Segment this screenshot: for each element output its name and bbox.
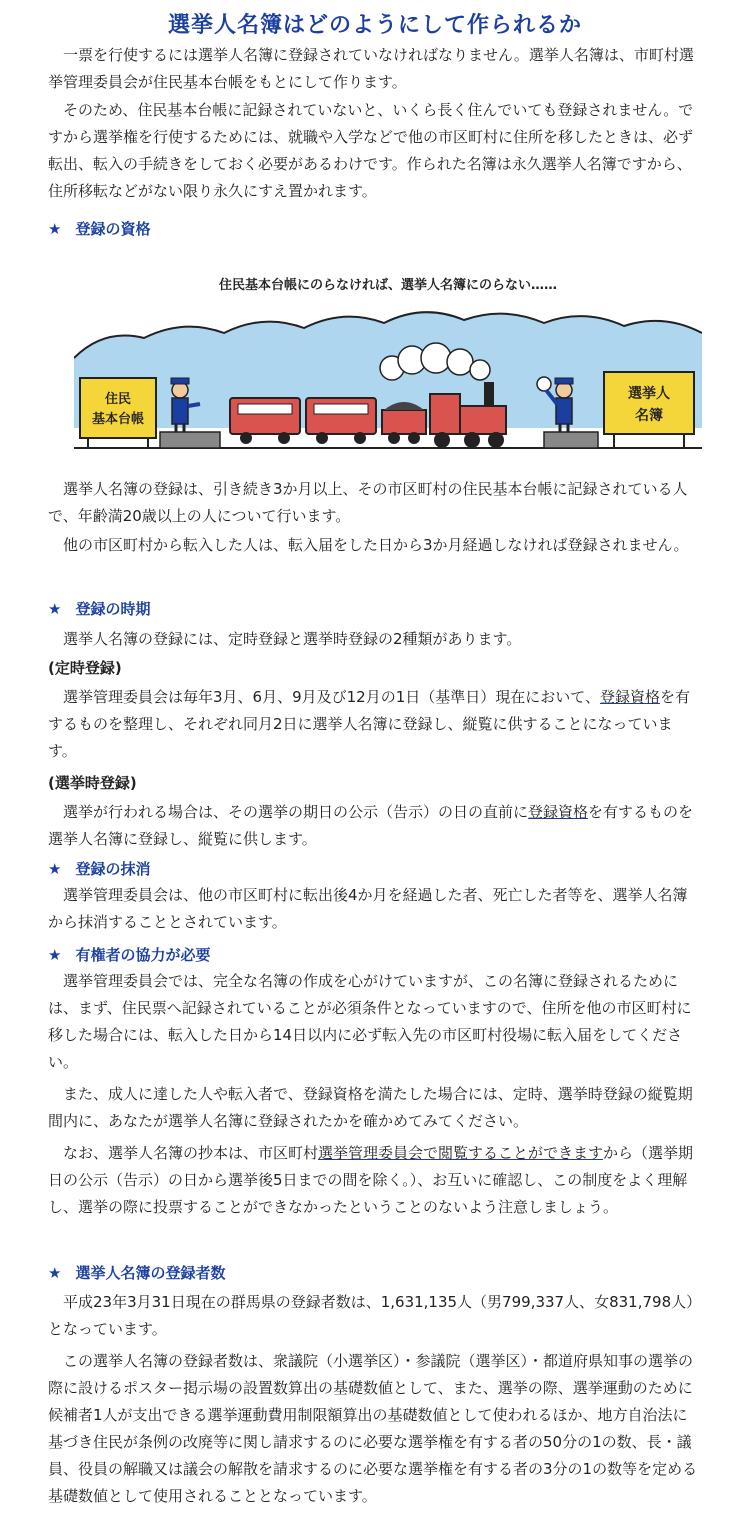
count-paragraph-1: 平成23年3月31日現在の群馬県の登録者数は、1,631,135人（男799,337人、女831,798人）となっています。 [48, 1293, 694, 1338]
cooperation-paragraph-2: また、成人に達した人や転入者で、登録資格を満たした場合には、定時、選挙時登録の縦覧期間内に、あなたが選挙人名簿に登録されたかを確かめてみてください。 [48, 1085, 693, 1130]
coal-tender [382, 402, 426, 444]
sign-right-line2: 名簿 [635, 408, 663, 424]
cooperation-paragraph-1: 選挙管理委員会では、完全な名簿の作成を心がけていますが、この名簿に登録されるためには、まず、住民票へ記録されていることが必須条件となっていますので、住所を他の市区町村に移した場合には、転入した日から14日以内に必ず転入先の市区町村役場に転入届をしてください。 [48, 972, 692, 1071]
heading-qualification [48, 218, 150, 239]
regular-registration-label: (定時登録) [48, 659, 122, 677]
timing-intro: 選挙人名簿の登録には、定時登録と選挙時登録の2種類があります。 [63, 630, 522, 648]
sign-left [80, 378, 156, 448]
election-qualification-link[interactable]: 登録資格 [528, 803, 589, 821]
star-icon: ★ [48, 600, 62, 618]
platform-right [544, 432, 598, 448]
illustration [74, 262, 702, 462]
train-car-2 [306, 398, 376, 444]
qualification-paragraph-2: 他の市区町村から転入した人は、転入届をした日から3か月経過しなければ登録されません。 [63, 536, 689, 554]
heading-timing-label: 登録の時期 [75, 600, 151, 618]
sign-right-line1: 選挙人 [628, 386, 670, 402]
platform-left [160, 432, 220, 448]
regular-qualification-link[interactable]: 登録資格 [599, 688, 660, 706]
cooperation-p3-text-b: から（選挙期日の公示（告示）の日から選挙後5日までの間を除く。）、お互いに確認し、この制度をよく理解し、選挙の際に投票することができなかったということのないよう注意しましょう。 [48, 1144, 694, 1216]
count-paragraph-2: この選挙人名簿の登録者数は、衆議院（小選挙区）・参議院（選挙区）・都道府県知事の選挙の際に設けるポスター掲示場の設置数算出の基礎数値として、また、選挙の際、選挙運動のために候補者1人が支出できる選挙運動費用制限額算出の基礎数値として使われるほか、地方自治法に基づき住民が条例の改廃等に関し請求するのに必要な選挙権を有する者の50分の1の数、長・議員、役員の解職又は議会の解散を請求するのに必要な選挙権を有する者の3分の1の数等を定める基礎数値として使用されることとなっています。 [48, 1352, 698, 1505]
sign-right [604, 372, 694, 448]
intro-paragraph-2: そのため、住民基本台帳に記録されていないと、いくら長く住んでいても登録されません。ですから選挙権を行使するためには、就職や入学などで他の市区町村に住所を移したときは、必ず転出、転入の手続きをしておく必要があるわけです。作られた名簿は永久選挙人名簿ですから、住所移転などがない限り永久にすえ置かれます。 [48, 101, 694, 200]
regular-text-b: を有するものを整理し、それぞれ同月2日に選挙人名簿に登録し、縦覧に供することになっています。 [48, 688, 690, 760]
cooperation-viewing-link[interactable]: 選挙管理委員会で閲覧することができます [318, 1144, 604, 1162]
regular-registration-text [48, 684, 698, 765]
heading-deletion-label: 登録の抹消 [75, 860, 151, 878]
election-text-a: 選挙が行われる場合は、その選挙の期日の公示（告示）の日の直前に [63, 803, 529, 821]
star-icon: ★ [48, 1264, 62, 1282]
train-car-1 [230, 398, 300, 444]
star-icon: ★ [48, 946, 62, 964]
heading-count [48, 1262, 225, 1283]
regular-text-a: 選挙管理委員会は毎年3月、6月、9月及び12月の1日（基準日）現在において、 [63, 688, 600, 706]
intro-paragraph-1: 一票を行使するには選挙人名簿に登録されていなければなりません。選挙人名簿は、市町村選挙管理委員会が住民基本台帳をもとにして作ります。 [48, 46, 694, 91]
heading-deletion [48, 858, 150, 879]
train-illustration [74, 298, 702, 458]
cooperation-paragraph-3 [48, 1140, 698, 1221]
election-registration-label: (選挙時登録) [48, 774, 137, 792]
illustration-caption: 住民基本台帳にのらなければ、選挙人名簿にのらない…… [218, 278, 557, 293]
cooperation-p3-text-a: なお、選挙人名簿の抄本は、市区町村 [63, 1144, 319, 1162]
star-icon: ★ [48, 860, 62, 878]
star-icon: ★ [48, 220, 62, 238]
page-title: 選挙人名簿はどのようにして作られるか [167, 13, 582, 38]
deletion-text: 選挙管理委員会は、他の市区町村に転出後4か月を経過した者、死亡した者等を、選挙人名簿から抹消することとされています。 [48, 886, 688, 931]
sign-left-line2: 基本台帳 [91, 412, 145, 427]
sign-left-line1: 住民 [104, 392, 132, 407]
heading-cooperation [48, 944, 210, 965]
heading-cooperation-label: 有権者の協力が必要 [75, 946, 211, 964]
heading-count-label: 選挙人名簿の登録者数 [75, 1264, 226, 1282]
qualification-paragraph-1: 選挙人名簿の登録は、引き続き3か月以上、その市区町村の住民基本台帳に記録されている人で、年齢満20歳以上の人について行います。 [48, 480, 688, 525]
election-registration-text [48, 799, 698, 853]
heading-qualification-label: 登録の資格 [75, 220, 151, 238]
heading-timing [48, 598, 150, 619]
election-text-b: を有するものを選挙人名簿に登録し、縦覧に供します。 [48, 803, 694, 848]
